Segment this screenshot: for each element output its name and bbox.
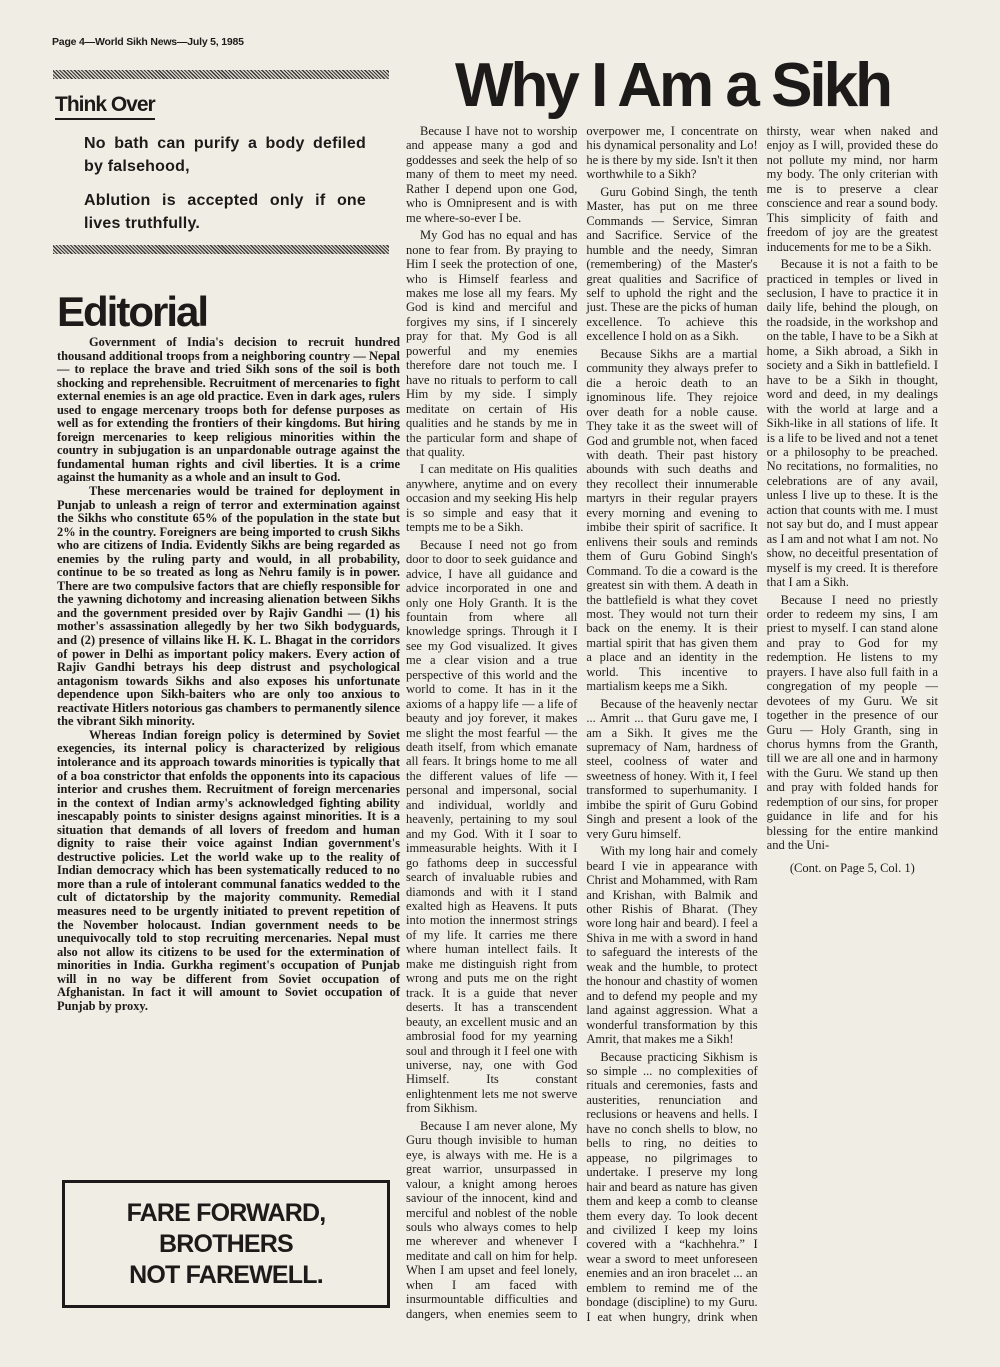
article-headline: Why I Am a Sikh	[455, 51, 891, 120]
editorial-paragraph: Whereas Indian foreign policy is determined by Soviet exegencies, its internal policy is characterized by religious intolerance and its approach towards minorities is typically that of a boa constrictor that enfolds the opponents into its capacious interior and crushes them. Recruitment of foreign mercenaries in the context of Indian army's acknowledged fighting ability inescapably points to sinister designs against minorities. It is a situation that demands of all lovers of freedom and human dignity to raise their voice against Indian government's destructive policies. Let the world wake up to the reality of Indian democracy which has been systematically reduced to no more than a rule of intolerant communal fanatics wedded to the cult of dictatorship by the majority community. Remedial measures need to be urgently initiated to prevent repetition of the November holocaust. Indian government needs to be unequivocally told to stop recruiting mercenaries. Nepal must also not allow its citizens to be used for the extermination of minorities in India. Gurkha regiment's occupation of Punjab will in no way be different from Soviet occupation of Afghanistan. In fact it will amount to Soviet occupation of Punjab by proxy.	[57, 727, 400, 1013]
continuation-note: (Cont. on Page 5, Col. 1)	[789, 860, 915, 875]
slogan-line: BROTHERS	[159, 1229, 293, 1258]
article-paragraph: Because I need not go from door to door to seek guidance and advice, I have all guidance and advice incorporated in one and only one Holy Granth. It is the fountain from where all knowledge springs. Through it I see my God visualized. It gives me a clear vision and a true perspective of this world and the world to come. It has in it the axioms of a happy life — a life of beauty and joy forever, it makes me slight the most fearful — the death itself, from which emanate all fears. It brings home to me all the different values of life — personal and impersonal, social and individual, worldly and heavenly, pertaining to my soul and my God. With it I soar to immeasurable heights. With it I go fathoms deep in successful search of invaluable rubies and diamonds and with it I stand exalted high as Heavens. It puts into motion the innermost strings of my life. It carries me there where human intellect fails. It make me distinguish right from wrong and puts me on the right track. It is a guide that never deserts. It has a transcendent beauty, an excellent music and an ambrosial food for my yearning soul and through it I feel one with universe, nay, one with God Himself. Its constant enlightenment lets me not swerve from Sikhism.	[406, 537, 578, 1116]
running-head: Page 4—World Sikh News—July 5, 1985	[52, 36, 244, 48]
article-paragraph: Because Sikhs are a martial community they always prefer to die a heroic death to an ignominous life. They rejoice over death for a noble cause. They take it as the sweet will of God and grumble not, when faced with death. Their past history abounds with such deaths and they recollect their innumerable martyrs in their regular prayers every morning and evening to imbibe their spirit of sacrifice. It enlivens their souls and reminds them of Guru Gobind Singh's Command. To die a coward is the greatest sin with them. A death in the battlefield is what they covet most. They would not turn their back on the enemy. It is their martial spirit that has given them a place and an identity in the world. This incentive to martialism keeps me a Sikh.	[586, 346, 758, 694]
article-paragraph: I can meditate on His qualities anywhere, anytime and on every occasion and my seeking His help is so simple and easy that it tempts me to be a Sikh.	[406, 462, 578, 535]
article-paragraph: Because I am never alone, My Guru though invisible to human eye, is always with me. He is a great warrior, unsurpassed in valour, a knight among heroes saviour of the innocent, kind and merciful and noblest of the noble souls who always comes to help me wherever and whenever I meditate and call on him for help. When I am upset and feel lonely, when I am faced with insurmountable difficulties and dangers, when enemies seem to overpower me, I concentrate on his dynamical personality and Lo! he is there by my side. Isn't it then worthwhile to a Sikh?	[406, 124, 758, 1321]
editorial-paragraph: These mercenaries would be trained for deployment in Punjab to unleash a reign of terror and extermination against the Sikhs who constitute 65% of the population in the state but 2% in the country. Foreigners are being imported to crush Sikhs who are citizens of India. Evidently Sikhs are being regarded as enemies by the ruling party and would, in all probability, continue to be so treated as long as Nehru family is in power. There are two compulsive factors that are chiefly responsible for the yawning dichotomy and increasing alienation between Sikhs and the government presided over by Rajiv Gandhi — (1) his mother's assassination allegedly by her two Sikh bodyguards, and (2) presence of villains like H. K. L. Bhagat in the corridors of power in Delhi as important policy makers. Every action of Rajiv Gandhi betrays his deep distrust and psychological antagonism towards Sikhs and also exposes his unfortunate dependence upon Sikh-baiters who are only too anxious to reactivate Hitlers notorious gas chambers to permanently silence the vibrant Sikh minority.	[57, 484, 400, 729]
article-paragraph: Because of the heavenly nectar ... Amrit ... that Guru gave me, I am a Sikh. It gives me the supremacy of Nam, hardness of steel, coolness of water and sweetness of honey. With it, I feel transformed to superhumanity. I imbibe the spirit of Guru Gobind Singh and present a look of the very Guru himself.	[586, 696, 758, 841]
article-body	[406, 124, 938, 1334]
article-paragraph: Because I need no priestly order to redeem my sins, I am priest to myself. I can stand alone and pray to God for my redemption. He listens to my prayers. I have also full faith in a congregation of my people — devotees of my Guru. We sit together in the presence of our Guru — Holy Granth, sing in chorus hymns from the Granth, till we are all one and in harmony with the Guru. We stand up then and pray with folded hands for redemption of our sins, for proper guidance in life and for his blessing for the entire mankind and the Uni-	[766, 592, 938, 853]
editorial-body	[57, 336, 400, 1013]
article-paragraph: Because practicing Sikhism is so simple ... no complexities of rituals and ceremonies, fasts and austerities, renunciation and reclusions or heavens and hells. I have no conch shells to blow, no bells to ring, no deities to appease, no pilgrimages to undertake. I preserve my long hair and beard as nature has given them and keep a comb to cleanse them every day. To look decent and civilized I keep my loins covered with a “kachhehra.” I wear a sword to meet unforeseen enemies and an iron bracelet ... an emblem to remind me of the bondage (discipline) to my Guru. I eat when hungry, drink when thirsty, wear when naked and enjoy as I will, provided these do not pollute my mind, nor harm my body. The only criterian with me is to preserve a clear conscience and rear a sound body. This simplicity of faith and freedom of joy are the greatest inducements for me to be a Sikh.	[586, 124, 938, 1324]
think-over-quote: No bath can purify a body defiled by falsehood,	[84, 135, 366, 175]
editorial-heading: Editorial	[57, 288, 208, 335]
editorial-paragraph: Government of India's decision to recruit hundred thousand additional troops from a neighboring country — Nepal — to replace the brave and tried Sikh sons of the soil is both shocking and reprehensible. Recruitment of mercenaries to fight external enemies is an age old practice. Even in dark ages, rulers used to engage mercenary troops both for defense purposes as well as for extending the frontiers of their kingdoms. But hiring foreign mercenaries to keep religious minorities within the country in subjugation is an unpardonable outrage against the fundamental human rights and civil liberties. It is a crime against the humanity as a whole and an insult to God.	[57, 335, 400, 485]
hatched-rule	[53, 70, 389, 79]
article-paragraph: Because I have not to worship and appease many a god and goddesses and seek the help of so many of them to meet my need. Rather I depend upon one God, who is Omnipresent and is with me where-so-ever I be.	[406, 124, 578, 225]
slogan-box	[62, 1180, 390, 1308]
think-over-heading: Think Over	[55, 93, 155, 120]
article-paragraph: My God has no equal and has none to fear from. By praying to Him I seek the protection of one, who is Himself fearless and makes me lose all my fears. My God is kind and merciful and forgives my sins, if I sincerely pray for that. My God is all powerful and my enemies therefore dare not touch me. I have no rituals to perform to call Him by my side. I simply meditate on certain of His qualities and he stands by me in the particular form and shape of that quality.	[406, 228, 578, 459]
article-paragraph: Because it is not a faith to be practiced in temples or lived in seclusion, I have to practice it in daily life, behind the plough, on the roadside, in the workshop and on the table, I have to be a Sikh at home, a Sikh abroad, a Sikh in society and a Sikh in battlefield. I have to be a Sikh in thought, word and deed, in my dealings with the world at large and a Sikh-like in all stations of life. It is a life to be lived and not a tenet or a philosophy to be preached. No recitations, no formalities, no celebrations are of any avail, unless I live up to these. It is the action that counts with me. I must not say but do, and I must appear as I am and not what I am not. No show, no deceitful presentation of myself is my creed. It is therefore that I am a Sikh.	[766, 257, 938, 590]
slogan-line: NOT FAREWELL.	[129, 1260, 323, 1289]
article-paragraph: Guru Gobind Singh, the tenth Master, has put on me three Commands — Service, Simran and Sacrifice. Service of the humble and the needy, Simran (remembering) of the Master's great qualities and Sacrifice of self to uphold the right and the just. These are the picks of human excellence. To achieve this excellence I hold on as a Sikh.	[586, 184, 758, 344]
hatched-rule	[53, 245, 389, 254]
article-paragraph: With my long hair and comely beard I vie in appearance with Christ and Mohammed, with Ram and Krishan, with Balmik and other Rishis of Bharat. (They wore long hair and beard). I feel a Shiva in me with a sword in hand to safeguard the interests of the weak and the humble, to protect the honour and chastity of women and to defend my people and my land against aggression. What a wonderful transformation by this Amrit, that makes me a Sikh!	[586, 844, 758, 1047]
slogan-line: FARE FORWARD,	[126, 1198, 326, 1227]
think-over-quote: Ablution is accepted only if one lives truthfully.	[84, 192, 366, 232]
